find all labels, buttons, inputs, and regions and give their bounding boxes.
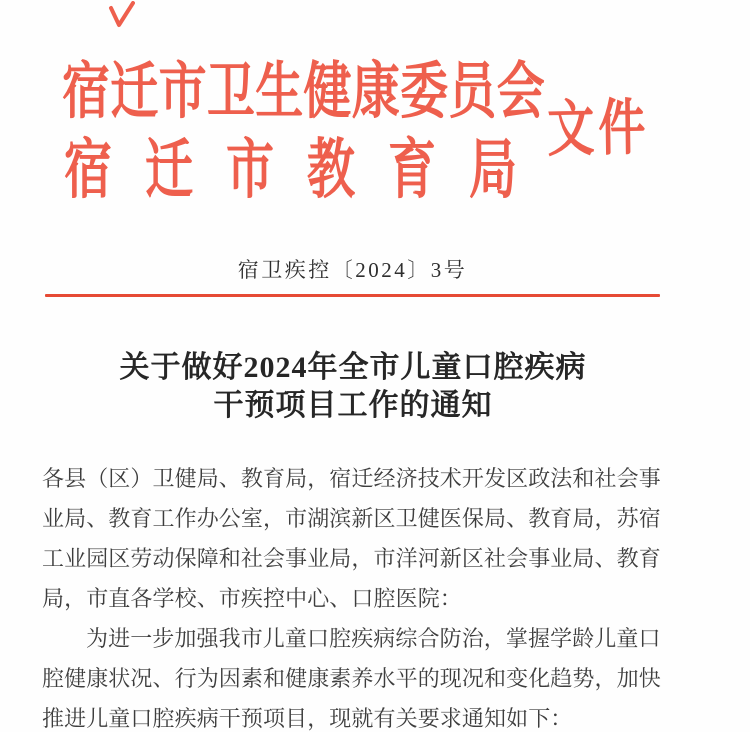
recipients-line: 局，市直各学校、市疾控中心、口腔医院： [42, 586, 462, 611]
recipients-line: 工业园区劳动保障和社会事业局，市洋河新区社会事业局、教育 [42, 546, 661, 571]
recipients-line: 各县（区）卫健局、教育局，宿迁经济技术开发区政法和社会事 [42, 466, 661, 491]
document-title [42, 349, 664, 425]
org-name-education-bureau: 宿迁市教育局 [64, 134, 551, 207]
intro-paragraph-line: 腔健康状况、行为因素和健康素养水平的现况和变化趋势，加快 [42, 666, 661, 691]
org-name-health-commission: 宿迁市卫生健康委员会 [62, 58, 546, 126]
document-word: 文件 [546, 94, 650, 165]
red-pen-mark-icon [107, 1, 135, 28]
red-divider-line [45, 294, 660, 297]
recipients-line: 业局、教育工作办公室，市湖滨新区卫健医保局、教育局，苏宿 [42, 506, 661, 531]
document-title-line1: 关于做好2024年全市儿童口腔疾病 [119, 351, 587, 384]
document-title-line2: 干预项目工作的通知 [213, 389, 493, 422]
intro-paragraph-line: 推进儿童口腔疾病干预项目，现就有关要求通知如下： [42, 706, 573, 731]
document-reference-number: 宿卫疾控〔2024〕3号 [237, 258, 468, 282]
document-body [42, 459, 664, 732]
intro-paragraph-line: 为进一步加强我市儿童口腔疾病综合防治，掌握学龄儿童口 [86, 626, 661, 651]
